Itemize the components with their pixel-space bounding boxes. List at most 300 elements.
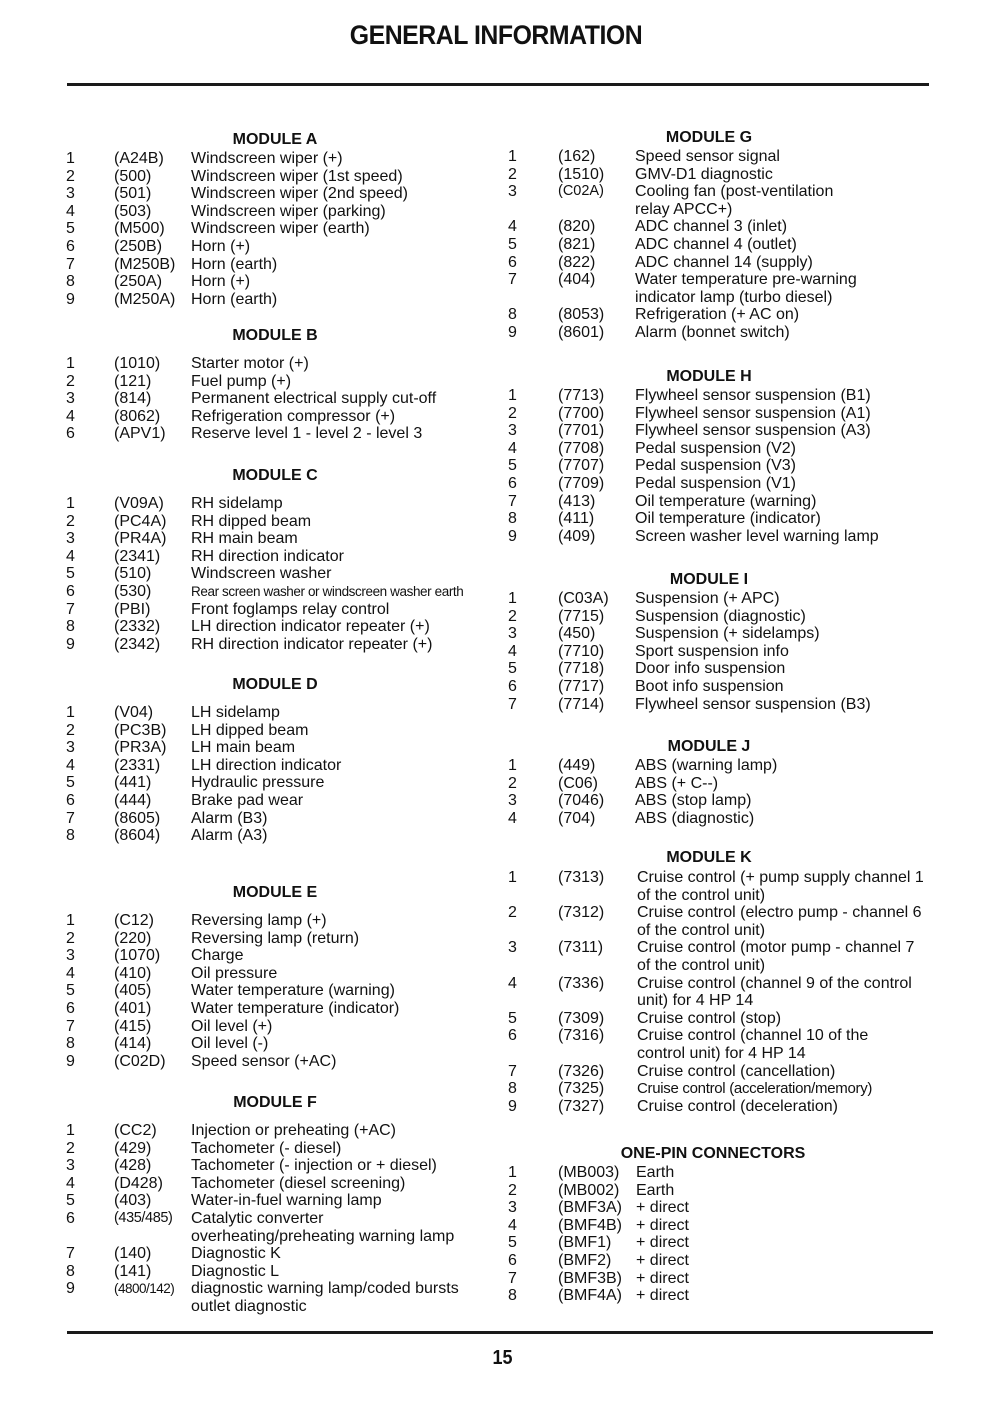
connector-row (508, 1270, 938, 1288)
pin-description: Catalytic converter overheating/preheating warning lamp (191, 1209, 455, 1245)
connector-row (508, 810, 938, 828)
wire-code: (7311) (558, 939, 604, 957)
pin-description: Oil pressure (191, 964, 278, 982)
pin-number: 8 (66, 618, 75, 636)
connector-row (66, 355, 496, 373)
wire-code: (7715) (558, 607, 605, 625)
wire-code: (BMF4A) (558, 1287, 622, 1305)
pin-number: 7 (508, 695, 517, 713)
module-h (508, 367, 938, 545)
connector-row (508, 475, 938, 493)
wire-code: (D428) (114, 1174, 163, 1192)
connector-row (66, 982, 496, 1000)
connector-row (66, 530, 496, 548)
pin-description: Earth (636, 1181, 675, 1199)
pin-description: Pedal suspension (V2) (635, 439, 796, 457)
pin-description: Diagnostic K (191, 1245, 281, 1263)
connector-row (508, 678, 938, 696)
connector-row (508, 792, 938, 810)
pin-description: Hydraulic pressure (191, 774, 325, 792)
module-heading: MODULE B (232, 327, 318, 344)
module-rows (508, 590, 938, 713)
wire-code: (141) (114, 1262, 152, 1280)
wire-code: (7327) (558, 1097, 605, 1115)
wire-code: (PC4A) (114, 512, 167, 530)
pin-description: Tachometer (- injection or + diesel) (191, 1157, 437, 1175)
wire-code: (V09A) (114, 495, 164, 512)
connector-row (508, 1217, 938, 1235)
connector-row (66, 390, 496, 408)
module-rows (66, 912, 496, 1070)
pin-number: 3 (508, 183, 517, 201)
pin-number: 5 (508, 660, 517, 678)
wire-code: (7714) (558, 695, 605, 713)
connector-row (508, 254, 938, 272)
connector-row (508, 643, 938, 661)
module-rows (66, 355, 496, 443)
pin-description: Horn (earth) (191, 255, 278, 273)
module-heading: MODULE H (666, 368, 752, 385)
pin-number: 6 (508, 474, 517, 492)
wire-code: (C12) (114, 912, 155, 929)
wire-code: (M500) (114, 220, 165, 238)
wire-code: (M250B) (114, 255, 176, 273)
pin-number: 1 (66, 355, 75, 372)
connector-row (66, 930, 496, 948)
connector-row (66, 1122, 496, 1140)
connector-row (66, 774, 496, 792)
pin-number: 5 (66, 220, 75, 238)
pin-description: Door info suspension (635, 660, 786, 678)
pin-number: 2 (508, 1181, 517, 1199)
connector-row (508, 236, 938, 254)
wire-code: (250B) (114, 237, 163, 255)
wire-code: (449) (558, 757, 596, 774)
module-k (508, 848, 938, 1115)
pin-number: 1 (508, 387, 517, 404)
pin-description: Reserve level 1 - level 2 - level 3 (191, 425, 423, 443)
wire-code: (8053) (558, 306, 605, 324)
pin-number: 4 (66, 202, 75, 220)
connector-row (508, 1252, 938, 1270)
module-rows (508, 387, 938, 545)
wire-code: (403) (114, 1192, 152, 1210)
connector-row (66, 1280, 496, 1315)
wire-code: (414) (114, 1035, 152, 1053)
header-rule (67, 83, 929, 86)
pin-number: 4 (508, 974, 517, 992)
wire-code: (7701) (558, 422, 605, 440)
wire-code: (2332) (114, 618, 161, 636)
pin-description: Refrigeration compressor (+) (191, 407, 396, 425)
wire-code: (2341) (114, 547, 161, 565)
pin-number: 2 (508, 904, 517, 922)
connector-row (66, 947, 496, 965)
pin-number: 7 (66, 1245, 75, 1263)
wire-code: (BMF4B) (558, 1216, 622, 1234)
wire-code: (8601) (558, 323, 605, 341)
pin-description: Speed sensor (+AC) (191, 1052, 337, 1070)
module-heading: MODULE K (666, 849, 752, 866)
pin-description: Windscreen wiper (1st speed) (191, 167, 403, 185)
pin-number: 8 (66, 1262, 75, 1280)
connector-row (508, 590, 938, 608)
pin-description: Permanent electrical supply cut-off (191, 390, 437, 408)
pin-description: Cooling fan (post-ventilation relay APCC+) (635, 183, 834, 218)
wire-code: (220) (114, 929, 152, 947)
wire-code: (7326) (558, 1062, 605, 1080)
pin-number: 5 (66, 1192, 75, 1210)
wire-code: (121) (114, 372, 152, 390)
pin-number: 5 (508, 1234, 517, 1252)
pin-description: Water temperature (warning) (191, 982, 395, 1000)
wire-code: (BMF1) (558, 1234, 612, 1252)
module-rows (66, 1122, 496, 1316)
connector-row (508, 148, 938, 166)
pin-number: 1 (508, 869, 517, 886)
pin-description: Rear screen washer or windscreen washer earth (191, 583, 464, 599)
connector-row (508, 696, 938, 714)
pin-description: diagnostic warning lamp/coded bursts outlet diagnostic (191, 1280, 459, 1315)
pin-description: LH sidelamp (191, 704, 280, 721)
pin-number: 9 (66, 1052, 75, 1070)
pin-description: ADC channel 14 (supply) (635, 253, 813, 271)
connector-row (508, 440, 938, 458)
wire-code: (PR4A) (114, 530, 167, 548)
connector-row (66, 792, 496, 810)
pin-number: 2 (508, 607, 517, 625)
pin-number: 2 (508, 774, 517, 792)
pin-number: 5 (66, 565, 75, 583)
pin-number: 4 (66, 547, 75, 565)
module-heading: ONE-PIN CONNECTORS (620, 1145, 806, 1162)
connector-row (66, 1210, 496, 1245)
pin-description: ADC channel 4 (outlet) (635, 235, 797, 253)
pin-description: Flywheel sensor suspension (A1) (635, 404, 871, 422)
pin-number: 3 (508, 625, 517, 643)
module-heading: MODULE A (232, 131, 318, 148)
wire-code: (7707) (558, 457, 605, 475)
connector-row (508, 1098, 938, 1116)
pin-description: Injection or preheating (+AC) (191, 1122, 396, 1139)
connector-row (66, 1175, 496, 1193)
connector-row (508, 1199, 938, 1217)
pin-number: 6 (66, 237, 75, 255)
connector-row (508, 625, 938, 643)
connector-row (508, 1063, 938, 1081)
pin-number: 2 (66, 1139, 75, 1157)
pin-description: + direct (636, 1269, 689, 1287)
connector-row (66, 618, 496, 636)
connector-row (508, 608, 938, 626)
wire-code: (7713) (558, 387, 605, 404)
wire-code: (503) (114, 202, 152, 220)
pin-description: Diagnostic L (191, 1262, 280, 1280)
connector-row (66, 273, 496, 291)
connector-row (66, 513, 496, 531)
pin-description: Pedal suspension (V3) (635, 457, 796, 475)
pin-description: + direct (636, 1216, 689, 1234)
wire-code: (7046) (558, 792, 605, 810)
module-rows (508, 869, 938, 1115)
pin-number: 8 (508, 1080, 517, 1098)
module-heading: MODULE I (669, 571, 749, 588)
module-heading: MODULE J (667, 738, 751, 755)
wire-code: (530) (114, 582, 152, 600)
module-rows (66, 495, 496, 653)
wire-code: (250A) (114, 273, 163, 291)
pin-number: 1 (508, 1164, 517, 1181)
module-a (66, 130, 496, 308)
connector-row (66, 185, 496, 203)
connector-row (66, 1263, 496, 1281)
pin-number: 5 (66, 982, 75, 1000)
wire-code: (444) (114, 791, 152, 809)
connector-row (508, 271, 938, 306)
pin-number: 7 (66, 1017, 75, 1035)
pin-description: Windscreen wiper (parking) (191, 202, 386, 220)
connector-row (508, 422, 938, 440)
pin-description: Flywheel sensor suspension (B3) (635, 695, 871, 713)
wire-code: (162) (558, 148, 596, 165)
pin-description: Refrigeration (+ AC on) (635, 306, 800, 324)
pin-description: LH dipped beam (191, 721, 309, 739)
pin-number: 7 (508, 1269, 517, 1287)
wire-code: (500) (114, 167, 152, 185)
wire-code: (1070) (114, 947, 161, 965)
module-heading: MODULE F (233, 1094, 317, 1111)
connector-row (66, 722, 496, 740)
wire-code: (8062) (114, 407, 161, 425)
pin-description: RH main beam (191, 530, 298, 548)
pin-description: Alarm (B3) (191, 809, 268, 827)
wire-code: (1510) (558, 165, 605, 183)
pin-number: 6 (66, 791, 75, 809)
module-rows (66, 150, 496, 308)
pin-number: 2 (66, 929, 75, 947)
pin-number: 6 (66, 425, 75, 443)
connector-row (66, 1000, 496, 1018)
connector-row (66, 291, 496, 309)
wire-code: (7700) (558, 404, 605, 422)
wire-code: (APV1) (114, 425, 166, 443)
wire-code: (MB002) (558, 1181, 620, 1199)
pin-description: Cruise control (channel 10 of the control unit) for 4 HP 14 (637, 1027, 869, 1062)
module-rows (508, 757, 938, 827)
module-rows (66, 704, 496, 845)
pin-description: Horn (+) (191, 273, 251, 291)
pin-description: Oil level (+) (191, 1017, 273, 1035)
pin-description: ADC channel 3 (inlet) (635, 218, 788, 236)
pin-description: ABS (diagnostic) (635, 809, 755, 827)
wire-code: (450) (558, 625, 596, 643)
pin-number: 9 (66, 635, 75, 653)
connector-row (66, 1157, 496, 1175)
connector-row (66, 548, 496, 566)
connector-row (508, 1080, 938, 1098)
pin-description: Speed sensor signal (635, 148, 780, 165)
wire-code: (413) (558, 492, 596, 510)
pin-number: 6 (66, 999, 75, 1017)
pin-number: 3 (66, 530, 75, 548)
pin-number: 3 (508, 792, 517, 810)
wire-code: (704) (558, 809, 596, 827)
wire-code: (7312) (558, 904, 605, 922)
pin-description: ABS (+ C--) (635, 774, 719, 792)
connector-row (508, 660, 938, 678)
pin-number: 4 (66, 964, 75, 982)
connector-row (508, 939, 938, 974)
pin-number: 6 (66, 1209, 75, 1227)
pin-description: + direct (636, 1287, 689, 1305)
connector-row (66, 636, 496, 654)
wire-code: (2342) (114, 635, 161, 653)
pin-number: 5 (508, 235, 517, 253)
pin-description: RH sidelamp (191, 495, 283, 512)
module-one-pin-connectors (508, 1144, 938, 1305)
connector-row (66, 238, 496, 256)
page-number: 15 (492, 1347, 513, 1369)
connector-row (508, 775, 938, 793)
pin-number: 3 (508, 1199, 517, 1217)
pin-number: 8 (508, 306, 517, 324)
module-i (508, 570, 938, 713)
connector-row (508, 493, 938, 511)
connector-row (508, 405, 938, 423)
wire-code: (428) (114, 1157, 152, 1175)
connector-row (66, 256, 496, 274)
pin-number: 1 (66, 495, 75, 512)
pin-number: 8 (66, 273, 75, 291)
module-heading: MODULE C (232, 467, 318, 484)
pin-number: 9 (508, 527, 517, 545)
connector-row (66, 912, 496, 930)
connector-row (508, 869, 938, 904)
pin-number: 3 (508, 422, 517, 440)
pin-number: 8 (508, 510, 517, 528)
pin-number: 3 (66, 1157, 75, 1175)
pin-description: Brake pad wear (191, 791, 304, 809)
pin-description: Reversing lamp (+) (191, 912, 327, 929)
connector-row (508, 510, 938, 528)
connector-row (508, 1010, 938, 1028)
pin-number: 2 (66, 721, 75, 739)
connector-row (66, 1245, 496, 1263)
wire-code: (BMF2) (558, 1251, 612, 1269)
pin-description: Sport suspension info (635, 642, 789, 660)
pin-description: Fuel pump (+) (191, 372, 292, 390)
pin-number: 3 (66, 739, 75, 757)
pin-description: Alarm (A3) (191, 827, 268, 845)
pin-description: Water temperature pre-warning indicator lamp (turbo diesel) (635, 271, 857, 306)
connector-row (66, 1053, 496, 1071)
pin-description: LH direction indicator (191, 756, 342, 774)
connector-row (66, 965, 496, 983)
pin-description: Cruise control (electro pump - channel 6 of the control unit) (637, 904, 922, 939)
pin-description: Starter motor (+) (191, 355, 309, 372)
connector-row (508, 457, 938, 475)
pin-number: 8 (508, 1287, 517, 1305)
footer-rule (67, 1331, 933, 1334)
pin-description: Boot info suspension (635, 677, 784, 695)
pin-description: Flywheel sensor suspension (B1) (635, 387, 871, 404)
connector-row (66, 810, 496, 828)
wire-code: (510) (114, 565, 152, 583)
pin-number: 7 (508, 1062, 517, 1080)
pin-number: 6 (508, 1251, 517, 1269)
pin-description: Alarm (bonnet switch) (635, 323, 790, 341)
pin-description: ABS (stop lamp) (635, 792, 752, 810)
pin-number: 6 (508, 253, 517, 271)
pin-number: 4 (508, 1216, 517, 1234)
pin-number: 6 (508, 1027, 517, 1045)
pin-description: Earth (636, 1164, 675, 1181)
wire-code: (7718) (558, 660, 605, 678)
connector-row (66, 601, 496, 619)
pin-number: 8 (66, 1035, 75, 1053)
pin-description: Charge (191, 947, 244, 965)
module-j (508, 737, 938, 827)
pin-description: Front foglamps relay control (191, 600, 390, 618)
pin-number: 4 (508, 809, 517, 827)
wire-code: (MB003) (558, 1164, 620, 1181)
pin-description: Flywheel sensor suspension (A3) (635, 422, 871, 440)
connector-row (66, 220, 496, 238)
pin-description: Cruise control (motor pump - channel 7 of the control unit) (637, 939, 915, 974)
pin-description: Suspension (+ APC) (635, 590, 780, 607)
connector-row (508, 1164, 938, 1182)
pin-number: 2 (66, 512, 75, 530)
connector-row (66, 168, 496, 186)
pin-description: ABS (warning lamp) (635, 757, 778, 774)
connector-row (508, 1234, 938, 1252)
wire-code: (411) (558, 510, 595, 528)
pin-number: 4 (508, 642, 517, 660)
wire-code: (C02A) (558, 183, 604, 200)
connector-row (508, 757, 938, 775)
connector-row (508, 183, 938, 218)
pin-number: 2 (508, 404, 517, 422)
wire-code: (435/485) (114, 1209, 173, 1226)
module-rows (508, 1164, 938, 1305)
connector-row (508, 387, 938, 405)
pin-number: 7 (508, 271, 517, 289)
pin-description: Tachometer (diesel screening) (191, 1174, 406, 1192)
pin-number: 9 (66, 1280, 75, 1298)
pin-number: 4 (66, 756, 75, 774)
wire-code: (140) (114, 1245, 152, 1263)
pin-number: 2 (66, 167, 75, 185)
pin-description: Cruise control (channel 9 of the control unit) for 4 HP 14 (637, 974, 912, 1010)
pin-number: 6 (508, 677, 517, 695)
pin-description: RH direction indicator repeater (+) (191, 635, 433, 653)
pin-description: + direct (636, 1234, 689, 1252)
wire-code: (BMF3A) (558, 1199, 622, 1217)
wire-code: (820) (558, 218, 596, 236)
wire-code: (7309) (558, 1009, 605, 1027)
wire-code: (401) (114, 999, 152, 1017)
connector-row (508, 528, 938, 546)
pin-description: Horn (earth) (191, 290, 278, 308)
wire-code: (410) (114, 964, 152, 982)
pin-number: 3 (508, 939, 517, 957)
connector-row (66, 408, 496, 426)
wire-code: (822) (558, 253, 596, 271)
pin-number: 4 (508, 218, 517, 236)
wire-code: (C06) (558, 774, 599, 792)
pin-number: 3 (66, 390, 75, 408)
wire-code: (8604) (114, 827, 161, 845)
